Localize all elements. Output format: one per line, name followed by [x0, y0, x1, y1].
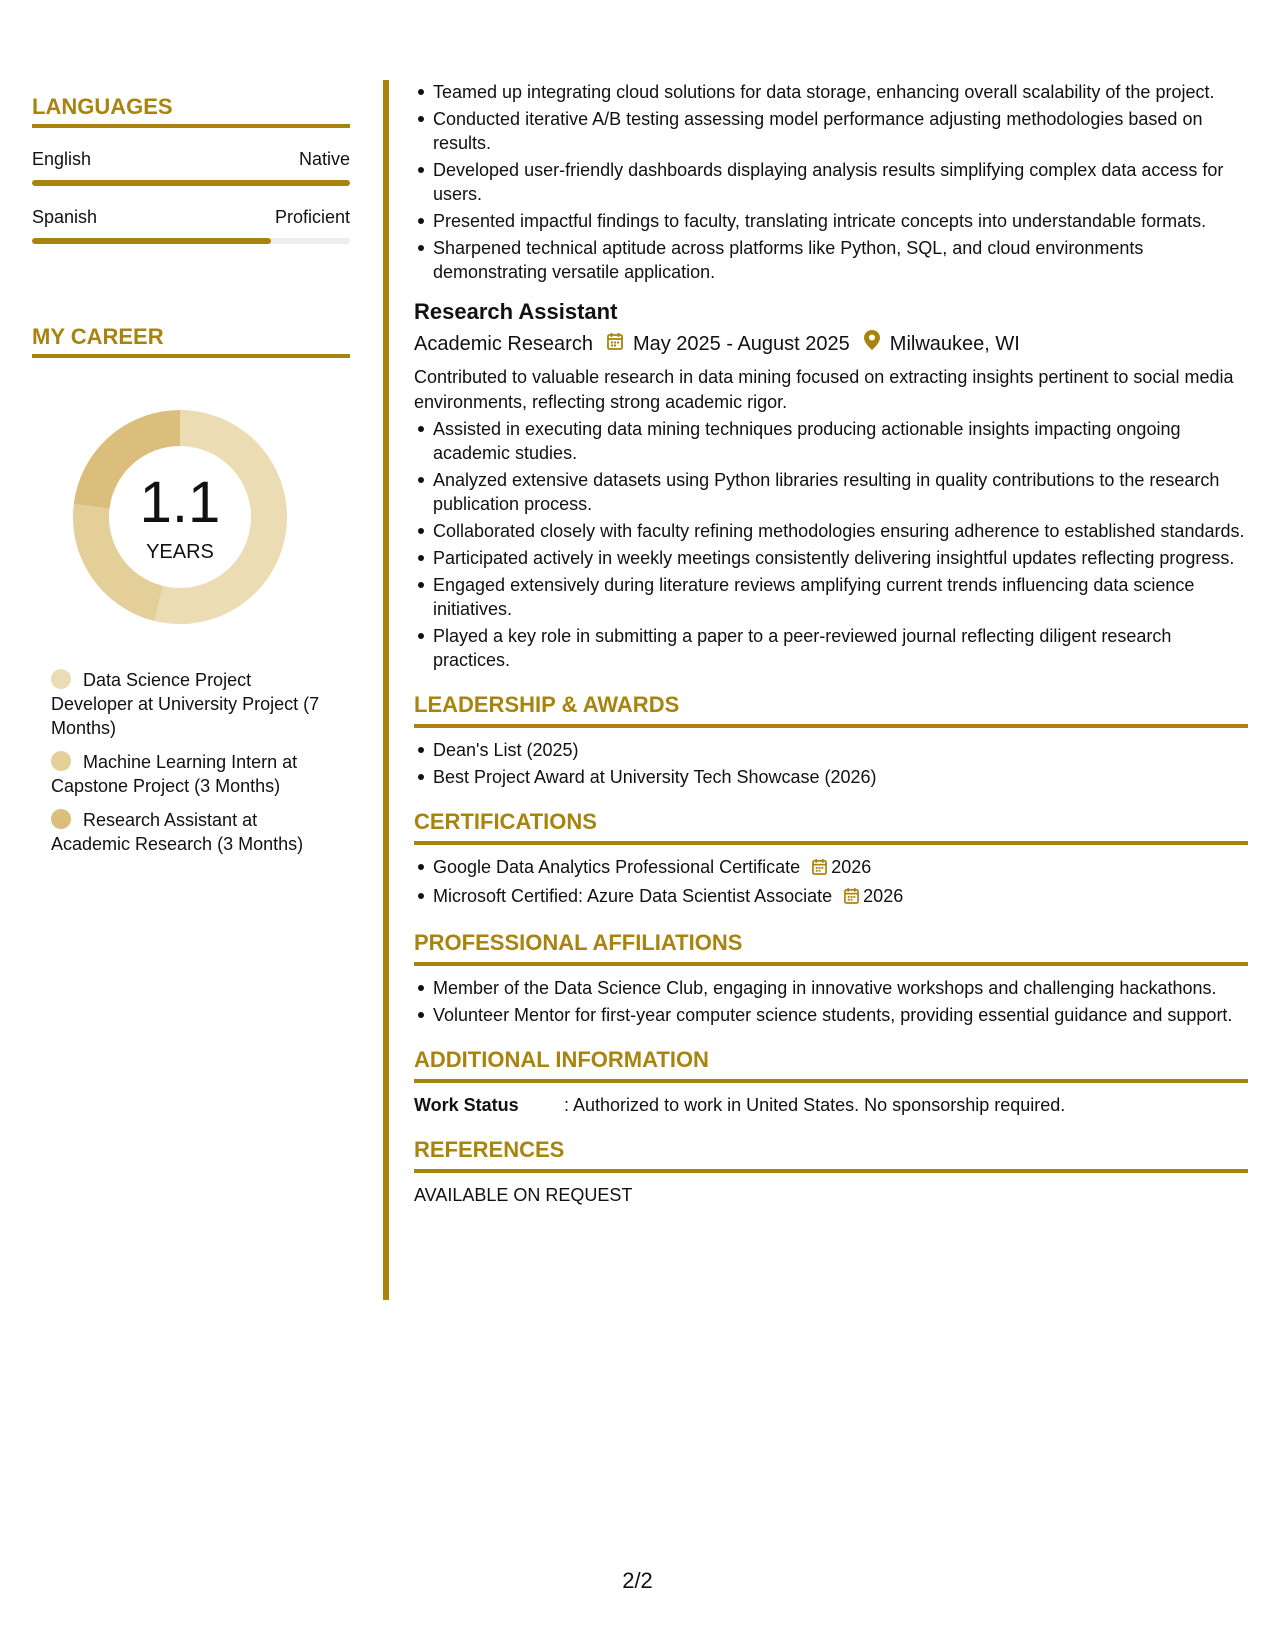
references-title: REFERENCES	[414, 1137, 565, 1162]
career-rule	[32, 354, 350, 358]
bullet-item: Teamed up integrating cloud solutions for data storage, enhancing overall scalability of the project.	[433, 80, 1248, 104]
career-donut-chart	[65, 402, 295, 632]
certification-name: Google Data Analytics Professional Certificate	[433, 857, 801, 877]
career-total: 1.1	[139, 470, 221, 535]
work-status-label: Work Status	[414, 1095, 519, 1115]
certifications-title: CERTIFICATIONS	[414, 809, 597, 834]
bullet-item: Presented impactful findings to faculty, translating intricate concepts into understandable formats.	[433, 209, 1248, 233]
affiliations-rule	[414, 962, 1248, 966]
bullet-item: Developed user-friendly dashboards displaying analysis results simplifying complex data access for users.	[433, 158, 1248, 206]
calendar-icon	[812, 857, 827, 881]
bullet-item: Sharpened technical aptitude across platforms like Python, SQL, and cloud environments demonstrating versatile application.	[433, 236, 1248, 284]
job-description: Contributed to valuable research in data mining focused on extracting insights pertinent to social media environments, reflecting strong academic rigor.	[414, 367, 1234, 412]
languages-title: LANGUAGES	[32, 94, 173, 119]
job-location: Milwaukee, WI	[889, 332, 1020, 355]
bullet-item: Engaged extensively during literature reviews amplifying current trends influencing data science initiatives.	[433, 573, 1248, 621]
left-column	[32, 94, 350, 866]
right-column	[414, 80, 1248, 1207]
job-title: Research Assistant	[414, 299, 618, 324]
location-pin-icon	[864, 330, 880, 357]
awards-rule	[414, 724, 1248, 728]
job-dates: May 2025 - August 2025	[632, 332, 850, 355]
certifications-rule	[414, 841, 1248, 845]
certification-year: 2026	[831, 857, 872, 877]
bullet-item: Analyzed extensive datasets using Python libraries resulting in quality contributions to the research publication process.	[433, 468, 1248, 516]
bullet-item: Participated actively in weekly meetings consistently delivering insightful updates reflecting progress.	[433, 546, 1248, 570]
bullet-item: Played a key role in submitting a paper to a peer-reviewed journal reflecting diligent research practices.	[433, 624, 1248, 672]
additional-info-rule	[414, 1079, 1248, 1083]
previous-job-bullets	[414, 80, 1248, 284]
languages-rule	[32, 124, 350, 128]
award-item: Dean's List (2025)	[433, 738, 1248, 762]
language-proficiency-bar	[32, 180, 350, 186]
bullet-item: Conducted iterative A/B testing assessing model performance adjusting methodologies based on results.	[433, 107, 1248, 155]
legend-label: Machine Learning Intern at Capstone Project (3 Months)	[51, 752, 298, 796]
calendar-icon	[844, 886, 859, 910]
awards-list	[414, 738, 1248, 789]
awards-title: LEADERSHIP & AWARDS	[414, 692, 680, 717]
job-bullets	[414, 417, 1248, 672]
language-proficiency-fill	[32, 180, 350, 186]
award-item: Best Project Award at University Tech Showcase (2026)	[433, 765, 1248, 789]
language-name: English	[32, 149, 92, 169]
affiliation-item: Member of the Data Science Club, engaging in innovative workshops and challenging hackathons.	[433, 976, 1248, 1000]
references-text: AVAILABLE ON REQUEST	[414, 1185, 633, 1205]
language-level: Native	[298, 149, 350, 169]
additional-info-title: ADDITIONAL INFORMATION	[414, 1047, 709, 1072]
legend-dot	[51, 751, 71, 771]
bullet-item: Collaborated closely with faculty refining methodologies ensuring adherence to established standards.	[433, 519, 1248, 543]
affiliation-item: Volunteer Mentor for first-year computer science students, providing essential guidance and support.	[433, 1003, 1248, 1027]
job-meta	[414, 330, 1248, 357]
legend-dot	[51, 809, 71, 829]
legend-label: Data Science Project Developer at University Project (7 Months)	[51, 670, 320, 738]
career-legend	[51, 668, 350, 856]
legend-dot	[51, 669, 71, 689]
work-status-row	[414, 1093, 1248, 1117]
career-unit: YEARS	[146, 541, 214, 563]
column-divider	[383, 80, 389, 1300]
legend-item	[51, 808, 331, 856]
language-proficiency-fill	[32, 238, 271, 244]
affiliations-title: PROFESSIONAL AFFILIATIONS	[414, 930, 743, 955]
language-level: Proficient	[274, 207, 350, 227]
certification-item	[433, 884, 1248, 910]
page-number: 2/2	[622, 1568, 653, 1593]
calendar-icon	[607, 331, 623, 357]
language-proficiency-bar	[32, 238, 350, 244]
certifications-list	[414, 855, 1248, 910]
certification-year: 2026	[863, 886, 904, 906]
legend-label: Research Assistant at Academic Research (3 Months)	[51, 810, 304, 854]
job-company: Academic Research	[414, 332, 593, 355]
language-item	[32, 148, 350, 186]
legend-item	[51, 750, 331, 798]
certification-item	[433, 855, 1248, 881]
work-status-value: : Authorized to work in United States. No sponsorship required.	[564, 1095, 1066, 1115]
certification-name: Microsoft Certified: Azure Data Scientist Associate	[433, 886, 833, 906]
affiliations-list	[414, 976, 1248, 1027]
language-name: Spanish	[32, 207, 98, 227]
references-rule	[414, 1169, 1248, 1173]
language-item	[32, 206, 350, 244]
career-title: MY CAREER	[32, 324, 164, 349]
legend-item	[51, 668, 331, 740]
bullet-item: Assisted in executing data mining techniques producing actionable insights impacting ongoing academic studies.	[433, 417, 1248, 465]
